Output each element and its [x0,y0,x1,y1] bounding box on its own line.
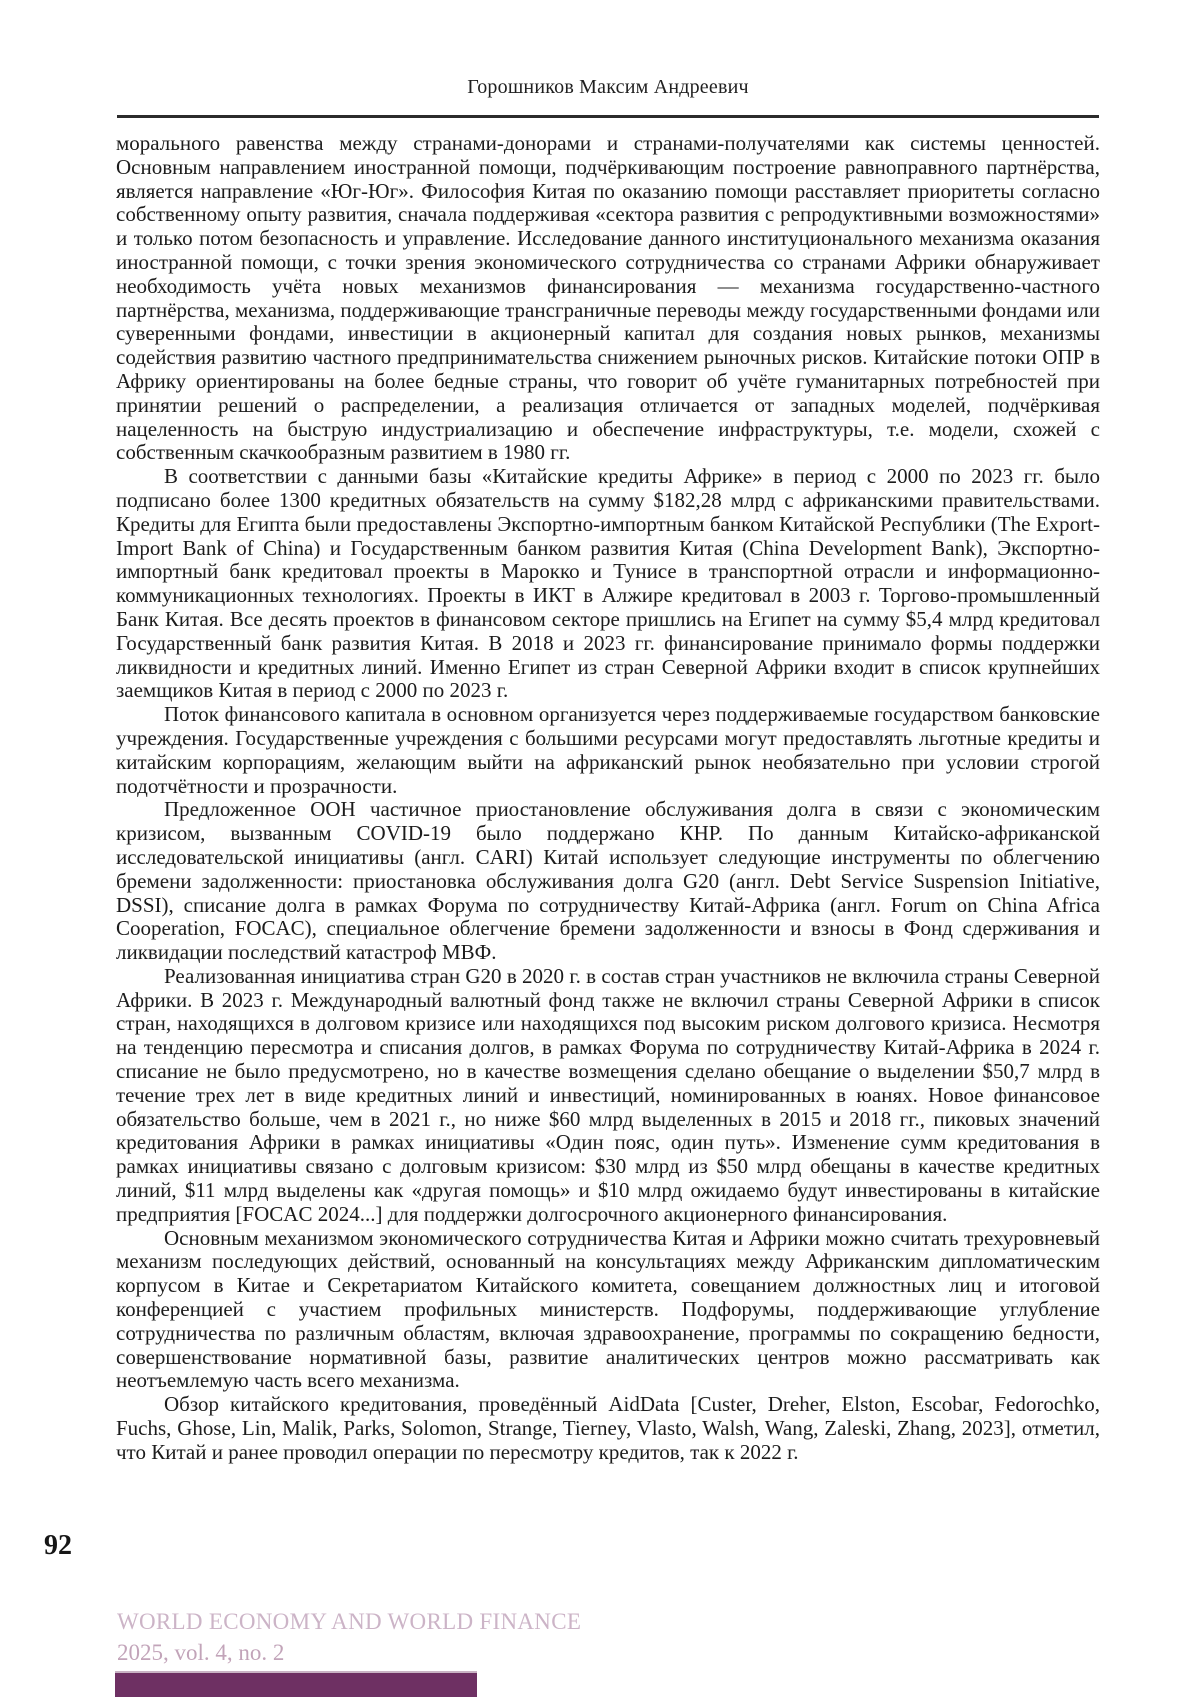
footer-issue-info: 2025, vol. 4, no. 2 [117,1640,285,1665]
paragraph: Основным механизмом экономического сотрудничества Китая и Африки можно считать трехуровневый механизм последующих действий, основанный на консультациях между Африканским дипломатическим корпусом в Китае и Секретариатом Китайского комитета, совещанием должностных лиц и итоговой конференцией с участием профильных министерств. Подфорумы, поддерживающие углубление сотрудничества по различным областям, включая здравоохранение, программы по сокращению бедности, совершенствование нормативной базы, развитие аналитических центров можно рассматривать как неотъемлемую часть всего механизма. [116,1225,1100,1393]
header-rule [117,115,1099,118]
footer-journal-title: WORLD ECONOMY AND WORLD FINANCE [117,1609,582,1634]
footer-accent-bar [115,1671,477,1697]
paragraph: Поток финансового капитала в основном организуется через поддерживаемые государством банковские учреждения. Государственные учреждения с большими ресурсами могут предоставлять льготные кредиты и китайским корпорациям, желающим выйти на африканский рынок необязательно при условии строгой подотчётности и прозрачности. [116,702,1100,798]
paragraph: морального равенства между странами-донорами и странами-получателями как системы ценностей. Основным направлением иностранной помощи, подчёркивающим построение равноправного партнёрства, является направление «Юг-Юг». Философия Китая по оказанию помощи расставляет приоритеты согласно собственному опыту развития, сначала поддерживая «сектора развития с репродуктивными возможностями» и только потом безопасность и управление. Исследование данного институционального механизма оказания иностранной помощи, с точки зрения экономического сотрудничества со странами Африки обнаруживает необходимость учёта новых механизмов финансирования — механизма государственно-частного партнёрства, механизма, поддерживающие трансграничные переводы между государственными фондами или суверенными фондами, инвестиции в акционерный капитал для создания новых рынков, механизмы содействия развитию частного предпринимательства снижением рыночных рисков. Китайские потоки ОПР в Африку ориентированы на более бедные страны, что говорит об учёте гуманитарных потребностей при принятии решений о распределении, а реализация отличается от западных моделей, подчёркивая нацеленность на быструю индустриализацию и обеспечение инфраструктуры, т.е. модели, схожей с собственным скачкообразным развитием в 1980 гг. [116,131,1100,465]
paragraph: Предложенное ООН частичное приостановление обслуживания долга в связи с экономическим кризисом, вызванным COVID-19 было поддержано КНР. По данным Китайско-африканской исследовательской инициативы (англ. CARI) Китай использует следующие инструменты по облегчению бремени задолженности: приостановка обслуживания долга G20 (англ. Debt Service Suspension Initiative, DSSI), списание долга в рамках Форума по сотрудничеству Китай-Африка (англ. Forum on China Africa Cooperation, FOCAC), специальное облегчение бремени задолженности и взносы в Фонд сдерживания и ликвидации последствий катастроф МВФ. [116,797,1100,965]
article-body [116,132,1100,1465]
paragraph: Обзор китайского кредитования, проведённый AidData [Custer, Dreher, Elston, Escobar, Fedorochko, Fuchs, Ghose, Lin, Malik, Parks, Solomon, Strange, Tierney, Vlasto, Walsh, Wang, Zaleski, Zhang, 2023], отметил, что Китай и ранее проводил операции по пересмотру кредитов, так к 2022 г. [116,1392,1100,1464]
page-number: 92 [44,1530,72,1561]
paragraph: В соответствии с данными базы «Китайские кредиты Африке» в период с 2000 по 2023 гг. было подписано более 1300 кредитных обязательств на сумму $182,28 млрд с африканскими правительствами. Кредиты для Египта были предоставлены Экспортно-импортным банком Китайской Республики (The Export-Import Bank of China) и Государственным банком развития Китая (China Development Bank), Экспортно-импортный банк кредитовал проекты в Марокко и Тунисе в транспортной отрасли и информационно-коммуникационных технологиях. Проекты в ИКТ в Алжире кредитовал в 2003 г. Торгово-промышленный Банк Китая. Все десять проектов в финансовом секторе пришлись на Египет на сумму $5,4 млрд кредитовал Государственный банк развития Китая. В 2018 и 2023 гг. финансирование принимало формы поддержки ликвидности и кредитных линий. Именно Египет из стран Северной Африки входит в список крупнейших заемщиков Китая в период с 2000 по 2023 г. [116,464,1100,703]
paragraph: Реализованная инициатива стран G20 в 2020 г. в состав стран участников не включила страны Северной Африки. В 2023 г. Международный валютный фонд также не включил страны Северной Африки в список стран, находящихся в долговом кризисе или находящихся под высоким риском долгового кризиса. Несмотря на тенденцию пересмотра и списания долгов, в рамках Форума по сотрудничеству Китай-Африка в 2024 г. списание не было предусмотрено, но в качестве возмещения сделано обещание о выделении $50,7 млрд в течение трех лет в виде кредитных линий и инвестиций, номинированных в юанях. Новое финансовое обязательство больше, чем в 2021 г., но ниже $60 млрд выделенных в 2015 и 2018 гг., пиковых значений кредитования Африки в рамках инициативы «Один пояс, один путь». Изменение сумм кредитования в рамках инициативы связано с долговым кризисом: $30 млрд из $50 млрд обещаны в качестве кредитных линий, $11 млрд выделены как «другая помощь» и $10 млрд ожидаемо будут инвестированы в китайские предприятия [FOCAC 2024...] для поддержки долгосрочного акционерного финансирования. [116,963,1100,1226]
page-footer [117,1606,581,1668]
running-head-author: Горошников Максим Андреевич [467,76,749,98]
